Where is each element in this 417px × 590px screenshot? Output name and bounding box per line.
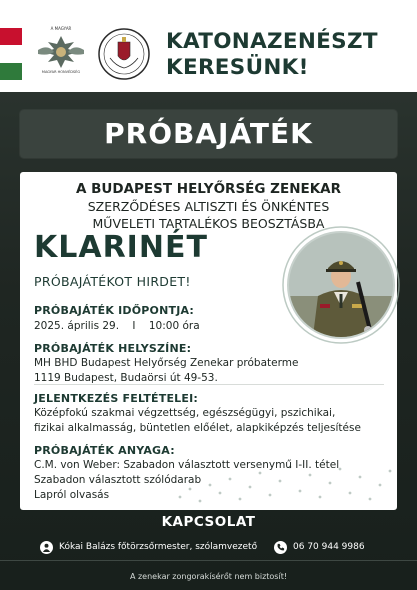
- intro-line-1: A BUDAPEST HELYŐRSÉG ZENEKAR: [75, 181, 342, 197]
- instrument-title: KLARINÉT: [34, 230, 208, 265]
- band-emblem-icon: [98, 28, 150, 80]
- time-value: 10:00 óra: [148, 320, 200, 332]
- contact-title: KAPCSOLAT: [161, 514, 256, 530]
- army-emblem-icon: [34, 26, 88, 78]
- requirements-heading: JELENTKEZÉS FELTÉTELEI:: [34, 392, 198, 405]
- date-value: 2025. április 29.: [34, 320, 120, 332]
- material-line-2: Szabadon választott szólódarab: [34, 474, 202, 486]
- footer-note: A zenekar zongorakísérőt nem biztosít!: [129, 572, 288, 581]
- army-emblem-caption-bottom: MAGYAR HONVÉDSÉG: [41, 70, 81, 74]
- soldier-musician-image: [282, 226, 400, 344]
- intro-text: [20, 180, 397, 232]
- material-line-1: C.M. von Weber: Szabadon választott versenymű I-II. tétel: [34, 459, 340, 471]
- phone-icon: [274, 541, 287, 554]
- material-line-3: Lapról olvasás: [34, 489, 110, 501]
- announce-text: PRÓBAJÁTÉKOT HIRDET!: [34, 274, 191, 289]
- army-emblem-caption-top: A MAGYAR: [50, 26, 72, 31]
- place-heading: PRÓBAJÁTÉK HELYSZÍNE:: [34, 342, 192, 355]
- footer-divider: [0, 560, 417, 561]
- requirements-line-1: Középfokú szakmai végzettség, egészségügyi, pszichikai,: [34, 407, 336, 419]
- date-separator: I: [132, 320, 136, 332]
- place-line-1: MH BHD Budapest Helyőrség Zenekar próbaterme: [34, 357, 299, 369]
- hungarian-flag: [0, 28, 22, 80]
- contact-person: Kókai Balázs főtörzsőrmester, szólamvezető: [59, 542, 258, 552]
- contact-phone[interactable]: 06 70 944 9986: [293, 542, 365, 552]
- headline-line-2: KERESÜNK!: [166, 55, 309, 80]
- section-divider: [34, 384, 384, 385]
- page-title: PRÓBAJÁTÉK: [104, 117, 313, 150]
- intro-line-3: MŰVELETI TARTALÉKOS BEOSZTÁSBA: [92, 216, 325, 231]
- material-heading: PRÓBAJÁTÉK ANYAGA:: [34, 444, 175, 457]
- date-heading: PRÓBAJÁTÉK IDŐPONTJA:: [34, 304, 195, 317]
- person-icon: [40, 541, 53, 554]
- headline: [166, 29, 406, 81]
- intro-line-2: SZERZŐDÉSES ALTISZTI ÉS ÖNKÉNTES: [87, 199, 330, 214]
- place-line-2: 1119 Budapest, Budaörsi út 49-53.: [34, 372, 218, 384]
- requirements-line-2: fizikai alkalmasság, büntetlen előélet, alapkiképzés teljesítése: [34, 422, 361, 434]
- headline-line-1: KATONAZENÉSZT: [166, 29, 378, 54]
- date-time-row: [34, 320, 200, 332]
- header: [0, 0, 417, 92]
- contact-person-row: [40, 539, 257, 555]
- contact-phone-row[interactable]: [274, 539, 365, 555]
- title-band: [20, 110, 397, 158]
